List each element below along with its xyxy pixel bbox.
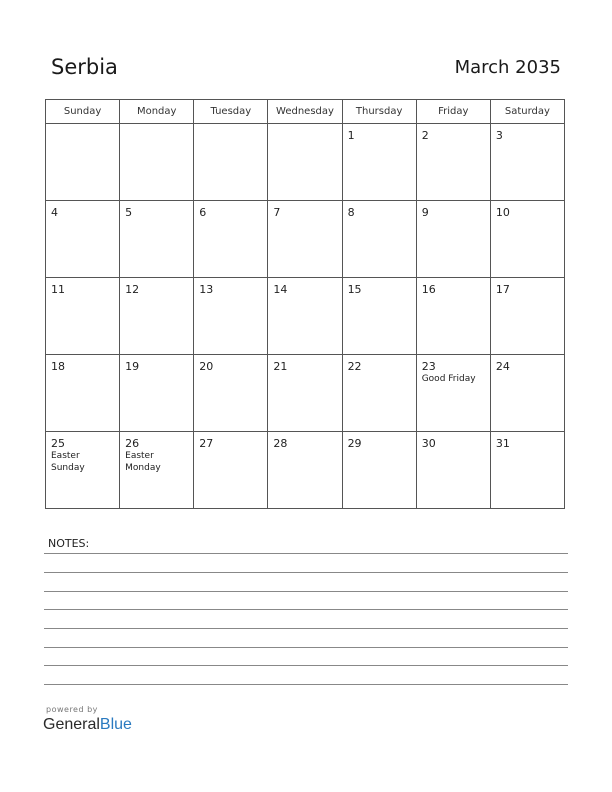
calendar-grid: [45, 99, 565, 509]
calendar-day-cell: [194, 201, 268, 278]
weekday-header: Saturday: [490, 100, 564, 124]
calendar-day-cell: [416, 432, 490, 509]
day-number: 27: [199, 437, 214, 450]
day-number: 15: [347, 283, 362, 296]
calendar-day-cell: [342, 355, 416, 432]
calendar-day-cell: [194, 278, 268, 355]
calendar-day-cell: [268, 432, 342, 509]
day-number: 1: [347, 129, 355, 142]
powered-by-text: powered by: [46, 705, 98, 714]
day-number: 7: [273, 206, 281, 219]
day-number: 4: [51, 206, 58, 219]
calendar-day-cell: [490, 201, 564, 278]
calendar-day-cell: [194, 355, 268, 432]
notes-line: [44, 572, 568, 573]
day-number: 30: [421, 437, 436, 450]
holiday-label: Good Friday: [421, 374, 476, 384]
weekday-header: Wednesday: [268, 100, 342, 124]
day-number: 29: [347, 437, 362, 450]
holiday-label: Easter: [51, 451, 80, 461]
calendar-day-cell: [46, 201, 120, 278]
brand-blue-text: Blue: [99, 716, 132, 733]
calendar-day-cell: [416, 201, 490, 278]
calendar-day-cell: [120, 355, 194, 432]
calendar-day-cell: [46, 278, 120, 355]
month-year-title: March 2035: [454, 57, 561, 78]
calendar-day-cell: [46, 124, 120, 201]
day-number: [46, 124, 119, 129]
calendar-day-cell: [46, 432, 120, 509]
day-number: 21: [273, 360, 288, 373]
calendar-week-row: [46, 124, 565, 201]
day-number: 22: [347, 360, 362, 373]
calendar-day-cell: [194, 432, 268, 509]
weekday-header: Thursday: [342, 100, 416, 124]
day-number: 3: [495, 129, 503, 142]
day-number: 8: [347, 206, 355, 219]
day-number: [120, 124, 193, 129]
calendar-day-cell: [490, 278, 564, 355]
calendar-day-cell: [120, 278, 194, 355]
weekday-header: Monday: [120, 100, 194, 124]
generalblue-logo[interactable]: [43, 716, 132, 734]
day-number: [268, 124, 341, 129]
calendar-day-cell: [416, 124, 490, 201]
calendar-week-row: [46, 432, 565, 509]
day-number: 25: [51, 437, 65, 450]
calendar-day-cell: [416, 355, 490, 432]
calendar-day-cell: [194, 124, 268, 201]
calendar-day-cell: [120, 124, 194, 201]
day-number: 14: [273, 283, 288, 296]
calendar-day-cell: [120, 432, 194, 509]
day-number: 6: [199, 206, 207, 219]
day-number: 28: [273, 437, 288, 450]
notes-line: [44, 665, 568, 666]
day-number: 13: [199, 283, 214, 296]
notes-label: NOTES:: [48, 537, 90, 550]
calendar-day-cell: [342, 432, 416, 509]
calendar-week-row: [46, 355, 565, 432]
notes-line: [44, 628, 568, 629]
calendar-day-cell: [416, 278, 490, 355]
day-number: 23: [421, 360, 436, 373]
day-number: 20: [199, 360, 214, 373]
day-number: [194, 124, 267, 129]
calendar-day-cell: [46, 355, 120, 432]
calendar-day-cell: [490, 124, 564, 201]
calendar-week-row: [46, 201, 565, 278]
notes-line: [44, 609, 568, 610]
calendar-week-row: [46, 278, 565, 355]
weekday-header: Friday: [416, 100, 490, 124]
calendar-day-cell: [268, 124, 342, 201]
holiday-label: Easter: [125, 451, 154, 461]
weekday-header: Sunday: [46, 100, 120, 124]
day-number: 17: [495, 283, 510, 296]
notes-line: [44, 647, 568, 648]
calendar-day-cell: [490, 432, 564, 509]
day-number: 18: [51, 360, 65, 373]
day-number: 10: [495, 206, 510, 219]
calendar-day-cell: [268, 355, 342, 432]
calendar-day-cell: [342, 278, 416, 355]
calendar-day-cell: [268, 201, 342, 278]
holiday-label: Monday: [125, 463, 161, 473]
weekday-header: Tuesday: [194, 100, 268, 124]
calendar-day-cell: [342, 124, 416, 201]
day-number: 9: [421, 206, 429, 219]
notes-line: [44, 591, 568, 592]
day-number: 5: [125, 206, 133, 219]
calendar-day-cell: [342, 201, 416, 278]
holiday-label: Sunday: [51, 463, 85, 473]
calendar-day-cell: [268, 278, 342, 355]
day-number: 26: [125, 437, 140, 450]
day-number: 16: [421, 283, 436, 296]
day-number: 19: [125, 360, 140, 373]
brand-general-text: General: [43, 716, 100, 733]
day-number: 31: [495, 437, 510, 450]
notes-line: [44, 553, 568, 554]
country-title: Serbia: [51, 55, 118, 79]
calendar-day-cell: [490, 355, 564, 432]
day-number: 24: [495, 360, 510, 373]
day-number: 11: [51, 283, 65, 296]
weekday-header-row: [46, 100, 565, 124]
day-number: 12: [125, 283, 140, 296]
calendar-day-cell: [120, 201, 194, 278]
day-number: 2: [421, 129, 429, 142]
notes-line: [44, 684, 568, 685]
